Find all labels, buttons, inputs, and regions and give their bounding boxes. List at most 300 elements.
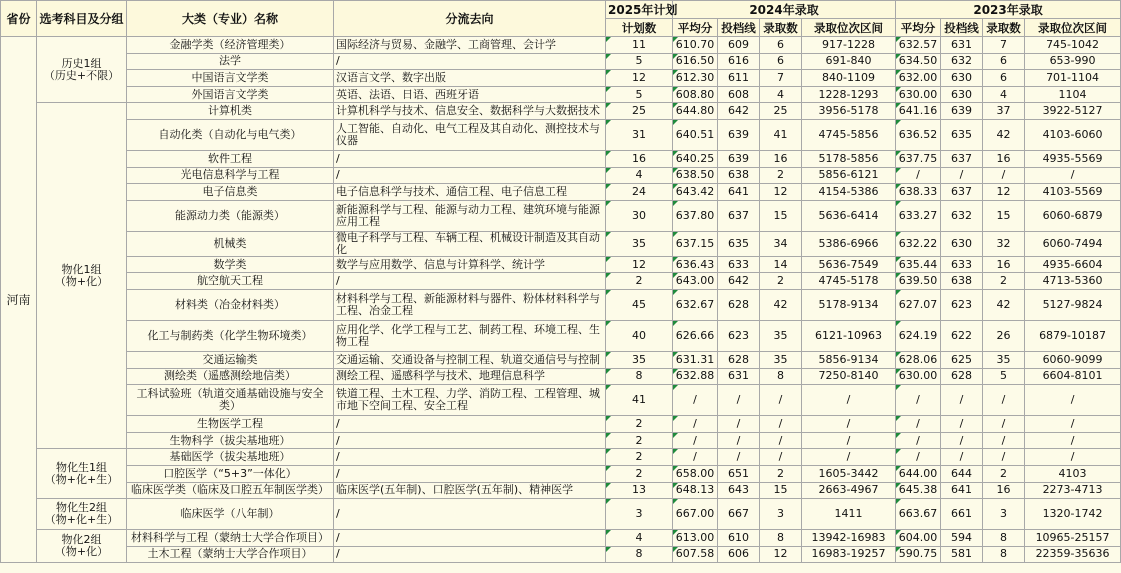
major-cell: 测绘类（遥感测绘地信类） (127, 368, 334, 385)
num-2023-cell: 8 (983, 530, 1025, 547)
line-2023-cell: 622 (941, 320, 983, 351)
line-2023-cell: 628 (941, 368, 983, 385)
plan-cell: 24 (606, 184, 673, 201)
line-2024-cell: 628 (718, 351, 760, 368)
direction-cell: / (334, 273, 606, 290)
rank-2024-cell: 4154-5386 (802, 184, 896, 201)
table-row (1, 86, 1121, 103)
rank-2024-cell: 5636-6414 (802, 200, 896, 231)
avg-2024-cell: 632.67 (673, 289, 718, 320)
avg-2023-cell: 637.75 (896, 150, 941, 167)
line-2024-cell: 637 (718, 200, 760, 231)
rank-2024-cell: 5178-5856 (802, 150, 896, 167)
avg-2024-cell: / (673, 432, 718, 449)
table-row (1, 273, 1121, 290)
direction-cell: 交通运输、交通设备与控制工程、轨道交通信号与控制 (334, 351, 606, 368)
line-2024-cell: 643 (718, 482, 760, 499)
table-row (1, 499, 1121, 530)
direction-cell: / (334, 530, 606, 547)
major-cell: 法学 (127, 53, 334, 70)
avg-2023-cell: 633.27 (896, 200, 941, 231)
table-row (1, 546, 1121, 563)
num-2023-cell: 7 (983, 37, 1025, 54)
table-body (1, 37, 1121, 563)
table-row (1, 70, 1121, 87)
avg-2023-cell: 630.00 (896, 368, 941, 385)
num-2024-cell: 7 (760, 70, 802, 87)
major-cell: 工科试验班（轨道交通基础设施与安全类） (127, 385, 334, 416)
header-plan-count: 计划数 (606, 19, 673, 37)
num-2024-cell: 25 (760, 103, 802, 120)
line-2024-cell: / (718, 449, 760, 466)
num-2023-cell: 4 (983, 86, 1025, 103)
rank-2023-cell: 3922-5127 (1025, 103, 1121, 120)
avg-2024-cell: 640.25 (673, 150, 718, 167)
plan-cell: 12 (606, 256, 673, 273)
num-2024-cell: / (760, 432, 802, 449)
avg-2024-cell: 626.66 (673, 320, 718, 351)
line-2023-cell: 623 (941, 289, 983, 320)
avg-2024-cell: 667.00 (673, 499, 718, 530)
direction-cell: / (334, 150, 606, 167)
rank-2023-cell: 4935-5569 (1025, 150, 1121, 167)
num-2023-cell: 8 (983, 546, 1025, 563)
num-2024-cell: 34 (760, 231, 802, 256)
line-2023-cell: / (941, 416, 983, 433)
line-2024-cell: 610 (718, 530, 760, 547)
line-2024-cell: / (718, 432, 760, 449)
line-2024-cell: 609 (718, 37, 760, 54)
table-row (1, 231, 1121, 256)
line-2024-cell: 638 (718, 167, 760, 184)
major-cell: 土木工程（蒙纳士大学合作项目） (127, 546, 334, 563)
line-2023-cell: 581 (941, 546, 983, 563)
line-2024-cell: 633 (718, 256, 760, 273)
province-cell: 河南 (1, 37, 37, 563)
plan-cell: 25 (606, 103, 673, 120)
direction-cell: / (334, 546, 606, 563)
table-row (1, 465, 1121, 482)
group-cell: 物化1组 （物+化） (37, 103, 127, 449)
num-2023-cell: 16 (983, 482, 1025, 499)
major-cell: 中国语言文学类 (127, 70, 334, 87)
num-2024-cell: 3 (760, 499, 802, 530)
avg-2023-cell: 645.38 (896, 482, 941, 499)
direction-cell: 汉语言文学、数字出版 (334, 70, 606, 87)
table-row (1, 416, 1121, 433)
major-cell: 机械类 (127, 231, 334, 256)
rank-2024-cell: / (802, 432, 896, 449)
plan-cell: 3 (606, 499, 673, 530)
line-2024-cell: / (718, 385, 760, 416)
line-2023-cell: / (941, 432, 983, 449)
plan-cell: 12 (606, 70, 673, 87)
avg-2024-cell: 637.80 (673, 200, 718, 231)
avg-2024-cell: / (673, 385, 718, 416)
num-2023-cell: 26 (983, 320, 1025, 351)
major-cell: 自动化类（自动化与电气类） (127, 119, 334, 150)
rank-2024-cell: 5178-9134 (802, 289, 896, 320)
num-2023-cell: 12 (983, 184, 1025, 201)
avg-2024-cell: 648.13 (673, 482, 718, 499)
line-2024-cell: 608 (718, 86, 760, 103)
avg-2023-cell: 632.00 (896, 70, 941, 87)
direction-cell: 材料科学与工程、新能源材料与器件、粉体材料科学与工程、冶金工程 (334, 289, 606, 320)
avg-2023-cell: 630.00 (896, 86, 941, 103)
num-2024-cell: 35 (760, 320, 802, 351)
direction-cell: / (334, 432, 606, 449)
direction-cell: / (334, 416, 606, 433)
avg-2024-cell: 658.00 (673, 465, 718, 482)
num-2024-cell: / (760, 449, 802, 466)
rank-2024-cell: 13942-16983 (802, 530, 896, 547)
num-2023-cell: 16 (983, 256, 1025, 273)
group-cell: 物化2组 （物+化） (37, 530, 127, 563)
table-row (1, 119, 1121, 150)
line-2023-cell: 632 (941, 200, 983, 231)
major-cell: 软件工程 (127, 150, 334, 167)
plan-cell: 4 (606, 167, 673, 184)
rank-2023-cell: 4713-5360 (1025, 273, 1121, 290)
rank-2023-cell: 701-1104 (1025, 70, 1121, 87)
group-cell: 历史1组 （历史+不限） (37, 37, 127, 103)
avg-2024-cell: 631.31 (673, 351, 718, 368)
header-num-2023: 录取数 (983, 19, 1025, 37)
rank-2024-cell: 6121-10963 (802, 320, 896, 351)
avg-2023-cell: 627.07 (896, 289, 941, 320)
plan-cell: 13 (606, 482, 673, 499)
table-row (1, 103, 1121, 120)
avg-2023-cell: 628.06 (896, 351, 941, 368)
plan-cell: 2 (606, 465, 673, 482)
header-line-2024: 投档线 (718, 19, 760, 37)
line-2023-cell: 637 (941, 150, 983, 167)
header-group: 选考科目及分组 (37, 1, 127, 37)
plan-cell: 16 (606, 150, 673, 167)
direction-cell: 测绘工程、遥感科学与技术、地理信息科学 (334, 368, 606, 385)
rank-2023-cell: 6604-8101 (1025, 368, 1121, 385)
major-cell: 计算机类 (127, 103, 334, 120)
num-2023-cell: 6 (983, 53, 1025, 70)
line-2024-cell: 616 (718, 53, 760, 70)
avg-2023-cell: 663.67 (896, 499, 941, 530)
avg-2023-cell: 639.50 (896, 273, 941, 290)
rank-2024-cell: 4745-5856 (802, 119, 896, 150)
direction-cell: / (334, 449, 606, 466)
avg-2023-cell: / (896, 432, 941, 449)
rank-2024-cell: 2663-4967 (802, 482, 896, 499)
line-2023-cell: 630 (941, 70, 983, 87)
plan-cell: 2 (606, 432, 673, 449)
direction-cell: 新能源科学与工程、能源与动力工程、建筑环境与能源应用工程 (334, 200, 606, 231)
direction-cell: 计算机科学与技术、信息安全、数据科学与大数据技术 (334, 103, 606, 120)
plan-cell: 35 (606, 351, 673, 368)
major-cell: 交通运输类 (127, 351, 334, 368)
rank-2023-cell: 4103-6060 (1025, 119, 1121, 150)
plan-cell: 35 (606, 231, 673, 256)
header-avg-2023: 平均分 (896, 19, 941, 37)
major-cell: 电子信息类 (127, 184, 334, 201)
table-row (1, 167, 1121, 184)
header-rank-2023: 录取位次区间 (1025, 19, 1121, 37)
avg-2024-cell: 610.70 (673, 37, 718, 54)
rank-2024-cell: 1411 (802, 499, 896, 530)
avg-2023-cell: 632.22 (896, 231, 941, 256)
header-plan-2025: 2025年计划 (606, 1, 673, 19)
major-cell: 金融学类（经济管理类） (127, 37, 334, 54)
line-2024-cell: 631 (718, 368, 760, 385)
direction-cell: 电子信息科学与技术、通信工程、电子信息工程 (334, 184, 606, 201)
num-2024-cell: 2 (760, 273, 802, 290)
plan-cell: 2 (606, 449, 673, 466)
header-major: 大类（专业）名称 (127, 1, 334, 37)
major-cell: 生物医学工程 (127, 416, 334, 433)
avg-2023-cell: 641.16 (896, 103, 941, 120)
rank-2023-cell: / (1025, 449, 1121, 466)
line-2024-cell: 639 (718, 150, 760, 167)
direction-cell: 铁道工程、土木工程、力学、消防工程、工程管理、城市地下空间工程、安全工程 (334, 385, 606, 416)
group-cell: 物化生1组 （物+化+生） (37, 449, 127, 499)
group-cell: 物化生2组 （物+化+生） (37, 499, 127, 530)
num-2023-cell: 5 (983, 368, 1025, 385)
num-2024-cell: 15 (760, 482, 802, 499)
num-2024-cell: 12 (760, 546, 802, 563)
plan-cell: 8 (606, 368, 673, 385)
header-admission-2023: 2023年录取 (896, 1, 1121, 19)
header-rank-2024: 录取位次区间 (802, 19, 896, 37)
line-2023-cell: / (941, 385, 983, 416)
direction-cell: 数学与应用数学、信息与计算科学、统计学 (334, 256, 606, 273)
line-2024-cell: 639 (718, 119, 760, 150)
table-row (1, 368, 1121, 385)
line-2023-cell: 635 (941, 119, 983, 150)
line-2023-cell: 630 (941, 231, 983, 256)
rank-2024-cell: 840-1109 (802, 70, 896, 87)
rank-2024-cell: 5386-6966 (802, 231, 896, 256)
table-row (1, 482, 1121, 499)
line-2024-cell: 642 (718, 273, 760, 290)
num-2023-cell: / (983, 449, 1025, 466)
plan-cell: 5 (606, 53, 673, 70)
line-2024-cell: 606 (718, 546, 760, 563)
rank-2023-cell: 5127-9824 (1025, 289, 1121, 320)
avg-2024-cell: 608.80 (673, 86, 718, 103)
line-2023-cell: 639 (941, 103, 983, 120)
direction-cell: 临床医学(五年制)、口腔医学(五年制)、精神医学 (334, 482, 606, 499)
avg-2023-cell: 634.50 (896, 53, 941, 70)
rank-2023-cell: 6060-7494 (1025, 231, 1121, 256)
header-line-2023: 投档线 (941, 19, 983, 37)
plan-cell: 45 (606, 289, 673, 320)
table-row (1, 385, 1121, 416)
direction-cell: 英语、法语、日语、西班牙语 (334, 86, 606, 103)
rank-2023-cell: 4103 (1025, 465, 1121, 482)
direction-cell: / (334, 465, 606, 482)
major-cell: 临床医学（八年制） (127, 499, 334, 530)
rank-2024-cell: 1605-3442 (802, 465, 896, 482)
num-2024-cell: 35 (760, 351, 802, 368)
direction-cell: 人工智能、自动化、电气工程及其自动化、测控技术与仪器 (334, 119, 606, 150)
rank-2023-cell: 10965-25157 (1025, 530, 1121, 547)
avg-2023-cell: 590.75 (896, 546, 941, 563)
avg-2024-cell: 612.30 (673, 70, 718, 87)
num-2024-cell: 14 (760, 256, 802, 273)
line-2023-cell: / (941, 167, 983, 184)
num-2023-cell: 35 (983, 351, 1025, 368)
rank-2023-cell: / (1025, 416, 1121, 433)
table-row (1, 184, 1121, 201)
direction-cell: / (334, 499, 606, 530)
num-2023-cell: 15 (983, 200, 1025, 231)
avg-2024-cell: 613.00 (673, 530, 718, 547)
num-2023-cell: 6 (983, 70, 1025, 87)
rank-2024-cell: 7250-8140 (802, 368, 896, 385)
avg-2023-cell: 636.52 (896, 119, 941, 150)
avg-2023-cell: / (896, 385, 941, 416)
num-2023-cell: 2 (983, 273, 1025, 290)
rank-2024-cell: / (802, 416, 896, 433)
line-2023-cell: 632 (941, 53, 983, 70)
table-row (1, 150, 1121, 167)
major-cell: 基础医学（拔尖基地班） (127, 449, 334, 466)
header-direction: 分流去向 (334, 1, 606, 37)
num-2024-cell: / (760, 385, 802, 416)
avg-2023-cell: 624.19 (896, 320, 941, 351)
line-2024-cell: 635 (718, 231, 760, 256)
plan-cell: 2 (606, 416, 673, 433)
major-cell: 材料类（冶金材料类） (127, 289, 334, 320)
line-2023-cell: 633 (941, 256, 983, 273)
rank-2023-cell: 4103-5569 (1025, 184, 1121, 201)
direction-cell: / (334, 53, 606, 70)
direction-cell: 国际经济与贸易、金融学、工商管理、会计学 (334, 37, 606, 54)
rank-2024-cell: 917-1228 (802, 37, 896, 54)
num-2024-cell: 6 (760, 53, 802, 70)
rank-2024-cell: 1228-1293 (802, 86, 896, 103)
line-2023-cell: 641 (941, 482, 983, 499)
table-row (1, 289, 1121, 320)
line-2023-cell: 661 (941, 499, 983, 530)
rank-2024-cell: 691-840 (802, 53, 896, 70)
direction-cell: 微电子科学与工程、车辆工程、机械设计制造及其自动化 (334, 231, 606, 256)
table-row (1, 256, 1121, 273)
major-cell: 材料科学与工程（蒙纳士大学合作项目） (127, 530, 334, 547)
major-cell: 临床医学类（临床及口腔五年制医学类） (127, 482, 334, 499)
direction-cell: / (334, 167, 606, 184)
line-2023-cell: 638 (941, 273, 983, 290)
plan-cell: 2 (606, 273, 673, 290)
header-num-2024: 录取数 (760, 19, 802, 37)
table-row (1, 200, 1121, 231)
num-2024-cell: 2 (760, 465, 802, 482)
line-2023-cell: 625 (941, 351, 983, 368)
plan-cell: 4 (606, 530, 673, 547)
major-cell: 外国语言文学类 (127, 86, 334, 103)
avg-2024-cell: 638.50 (673, 167, 718, 184)
avg-2024-cell: 632.88 (673, 368, 718, 385)
num-2024-cell: 2 (760, 167, 802, 184)
rank-2023-cell: / (1025, 167, 1121, 184)
num-2024-cell: 8 (760, 368, 802, 385)
num-2023-cell: 42 (983, 289, 1025, 320)
major-cell: 化工与制药类（化学生物环境类） (127, 320, 334, 351)
rank-2023-cell: 1320-1742 (1025, 499, 1121, 530)
avg-2024-cell: / (673, 449, 718, 466)
avg-2024-cell: 640.51 (673, 119, 718, 150)
avg-2024-cell: 643.42 (673, 184, 718, 201)
table-row (1, 53, 1121, 70)
rank-2023-cell: 4935-6604 (1025, 256, 1121, 273)
line-2024-cell: 628 (718, 289, 760, 320)
table-row (1, 351, 1121, 368)
num-2023-cell: / (983, 167, 1025, 184)
plan-cell: 8 (606, 546, 673, 563)
avg-2023-cell: 604.00 (896, 530, 941, 547)
line-2023-cell: 594 (941, 530, 983, 547)
num-2024-cell: 4 (760, 86, 802, 103)
major-cell: 数学类 (127, 256, 334, 273)
avg-2024-cell: 643.00 (673, 273, 718, 290)
header-province: 省份 (1, 1, 37, 37)
rank-2023-cell: / (1025, 385, 1121, 416)
avg-2023-cell: 635.44 (896, 256, 941, 273)
avg-2023-cell: / (896, 416, 941, 433)
line-2023-cell: 631 (941, 37, 983, 54)
num-2024-cell: 41 (760, 119, 802, 150)
plan-cell: 41 (606, 385, 673, 416)
plan-cell: 30 (606, 200, 673, 231)
rank-2023-cell: 22359-35636 (1025, 546, 1121, 563)
line-2023-cell: / (941, 449, 983, 466)
num-2024-cell: 6 (760, 37, 802, 54)
header-admission-2024: 2024年录取 (673, 1, 896, 19)
rank-2024-cell: 16983-19257 (802, 546, 896, 563)
avg-2024-cell: / (673, 416, 718, 433)
table-row (1, 530, 1121, 547)
major-cell: 航空航天工程 (127, 273, 334, 290)
avg-2023-cell: 638.33 (896, 184, 941, 201)
line-2024-cell: 642 (718, 103, 760, 120)
line-2024-cell: 641 (718, 184, 760, 201)
plan-cell: 40 (606, 320, 673, 351)
num-2024-cell: 8 (760, 530, 802, 547)
avg-2024-cell: 607.58 (673, 546, 718, 563)
rank-2024-cell: 5856-9134 (802, 351, 896, 368)
rank-2023-cell: 6060-6879 (1025, 200, 1121, 231)
table-row (1, 320, 1121, 351)
line-2023-cell: 644 (941, 465, 983, 482)
avg-2023-cell: 632.57 (896, 37, 941, 54)
plan-cell: 31 (606, 119, 673, 150)
num-2024-cell: 42 (760, 289, 802, 320)
num-2023-cell: 2 (983, 465, 1025, 482)
avg-2023-cell: / (896, 167, 941, 184)
line-2024-cell: 651 (718, 465, 760, 482)
num-2023-cell: 42 (983, 119, 1025, 150)
rank-2024-cell: / (802, 385, 896, 416)
avg-2024-cell: 616.50 (673, 53, 718, 70)
num-2023-cell: 37 (983, 103, 1025, 120)
line-2023-cell: 637 (941, 184, 983, 201)
line-2023-cell: 630 (941, 86, 983, 103)
direction-cell: 应用化学、化学工程与工艺、制药工程、环境工程、生物工程 (334, 320, 606, 351)
num-2023-cell: / (983, 385, 1025, 416)
num-2024-cell: / (760, 416, 802, 433)
rank-2024-cell: 3956-5178 (802, 103, 896, 120)
table-row (1, 449, 1121, 466)
major-cell: 生物科学（拔尖基地班） (127, 432, 334, 449)
rank-2023-cell: 6060-9099 (1025, 351, 1121, 368)
